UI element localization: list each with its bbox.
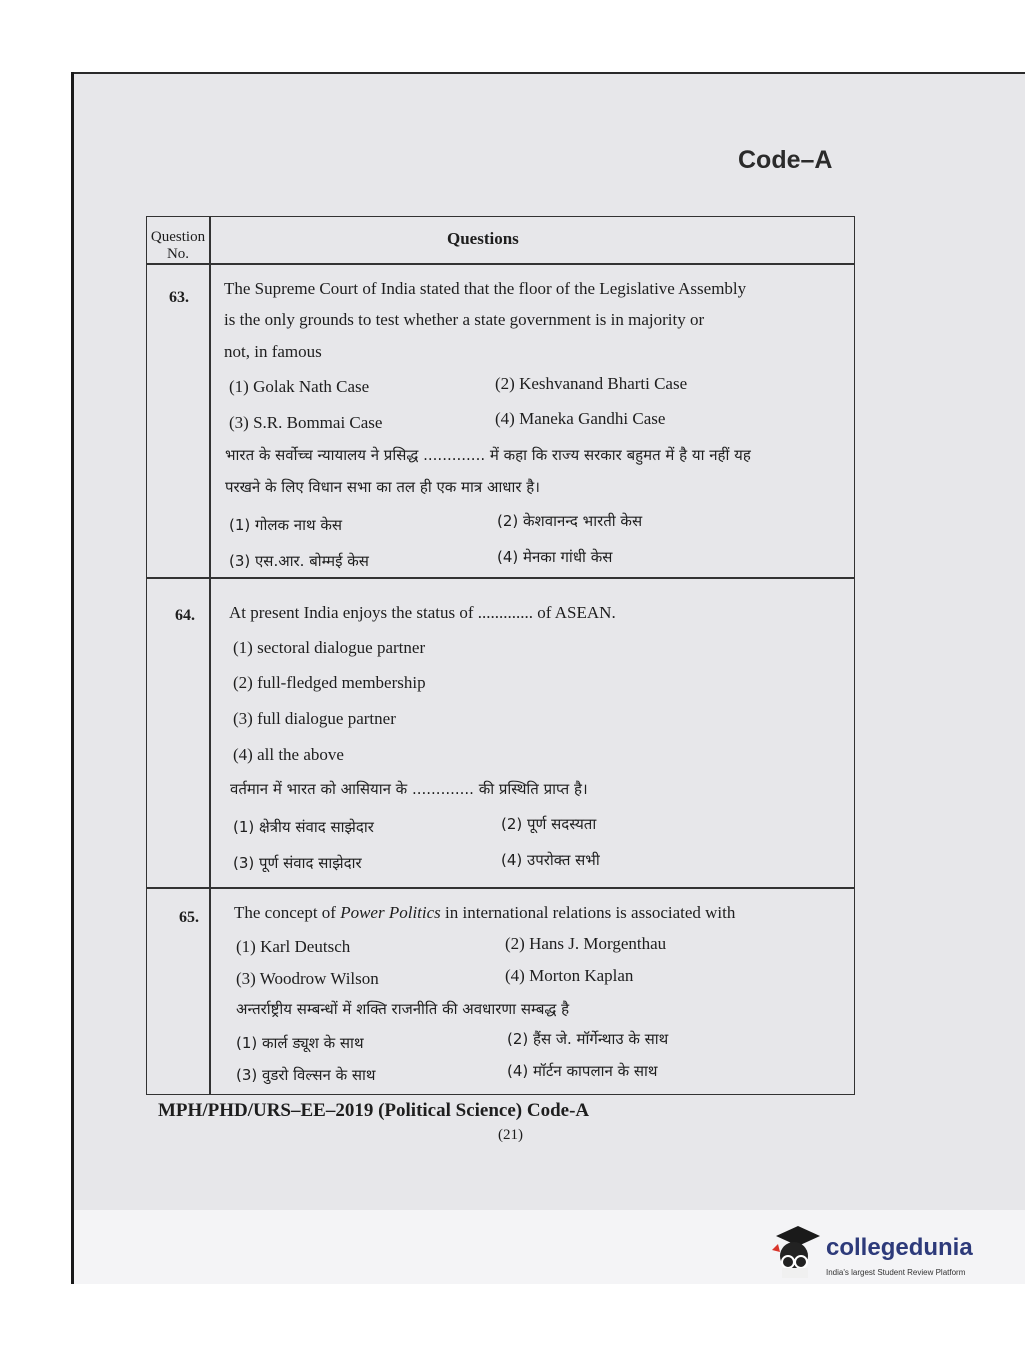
page-number: (21) xyxy=(498,1127,523,1143)
hindi-option-text: (2) पूर्ण सदस्यता xyxy=(501,815,597,833)
hindi-option-text: (3) पूर्ण संवाद साझेदार xyxy=(233,854,362,872)
hindi-option-text: (2) हैंस जे. मॉर्गेन्थाउ के साथ xyxy=(507,1030,669,1048)
option-text: (4) all the above xyxy=(233,745,344,764)
question-text-part: The concept of Power Politics in international relations is associated with xyxy=(234,903,736,922)
hindi-option-text: (4) मॉर्टन कापलान के साथ xyxy=(507,1062,658,1080)
option-text: (1) Golak Nath Case xyxy=(229,377,370,396)
hindi-question-line: परखने के लिए विधान सभा का तल ही एक मात्र आधार है। xyxy=(225,478,540,496)
row-divider-64-65 xyxy=(147,887,854,889)
option-text: (2) Keshvanand Bharti Case xyxy=(495,374,688,393)
header-questions: Questions xyxy=(447,229,519,248)
option-text: (4) Morton Kaplan xyxy=(505,966,634,985)
option-text: (4) Maneka Gandhi Case xyxy=(495,409,666,428)
hindi-option-text: (1) कार्ल ड्यूश के साथ xyxy=(236,1034,364,1052)
option-text: (2) Hans J. Morgenthau xyxy=(505,934,667,953)
code-label: Code–A xyxy=(738,146,833,174)
hindi-option-text: (4) उपरोक्त सभी xyxy=(501,851,600,869)
hindi-option-text: (2) केशवानन्द भारती केस xyxy=(497,512,643,530)
header-divider xyxy=(147,263,854,265)
option-text: (3) S.R. Bommai Case xyxy=(229,413,383,432)
brand-tagline: India's largest Student Review Platform xyxy=(826,1268,966,1277)
option-text: (3) Woodrow Wilson xyxy=(236,969,379,988)
mascot-icon xyxy=(768,1220,824,1290)
hindi-question-line: भारत के सर्वोच्च न्यायालय ने प्रसिद्ध ............. में कहा कि राज्य सरकार बहुमत में है या नहीं यह xyxy=(225,446,751,464)
question-number: 65. xyxy=(179,909,199,926)
hindi-option-text: (3) एस.आर. बोम्मई केस xyxy=(229,552,369,570)
hindi-option-text: (1) गोलक नाथ केस xyxy=(229,516,343,534)
hindi-option-text: (3) वुडरो विल्सन के साथ xyxy=(236,1066,376,1084)
hindi-question-line: वर्तमान में भारत को आसियान के ............. की प्रस्थिति प्राप्त है। xyxy=(230,780,588,798)
header-question-no: Question No. xyxy=(150,229,206,262)
question-text-line: not, in famous xyxy=(224,342,322,361)
option-text: (1) sectoral dialogue partner xyxy=(233,638,426,657)
question-text-line: The Supreme Court of India stated that the floor of the Legislative Assembly xyxy=(224,279,747,298)
hindi-option-text: (1) क्षेत्रीय संवाद साझेदार xyxy=(233,818,374,836)
question-text-line xyxy=(234,903,735,923)
hindi-question-line: अन्तर्राष्ट्रीय सम्बन्धों में शक्ति राजनीति की अवधारणा सम्बद्ध है xyxy=(236,1000,570,1018)
option-text: (1) Karl Deutsch xyxy=(236,937,351,956)
collegedunia-logo xyxy=(768,1220,998,1310)
hindi-option-text: (4) मेनका गांधी केस xyxy=(497,548,613,566)
column-divider xyxy=(209,217,211,1094)
row-divider-63-64 xyxy=(147,577,854,579)
question-text-line: is the only grounds to test whether a state government is in majority or xyxy=(224,310,705,329)
option-text: (3) full dialogue partner xyxy=(233,709,396,728)
question-number: 63. xyxy=(169,289,189,306)
brand-name: collegedunia xyxy=(826,1234,973,1261)
question-table xyxy=(146,216,855,1095)
question-number: 64. xyxy=(175,607,195,624)
paper-footer: MPH/PHD/URS–EE–2019 (Political Science) Code-A xyxy=(158,1100,590,1121)
option-text: (2) full-fledged membership xyxy=(233,673,426,692)
question-text-line: At present India enjoys the status of ............. of ASEAN. xyxy=(229,603,616,622)
